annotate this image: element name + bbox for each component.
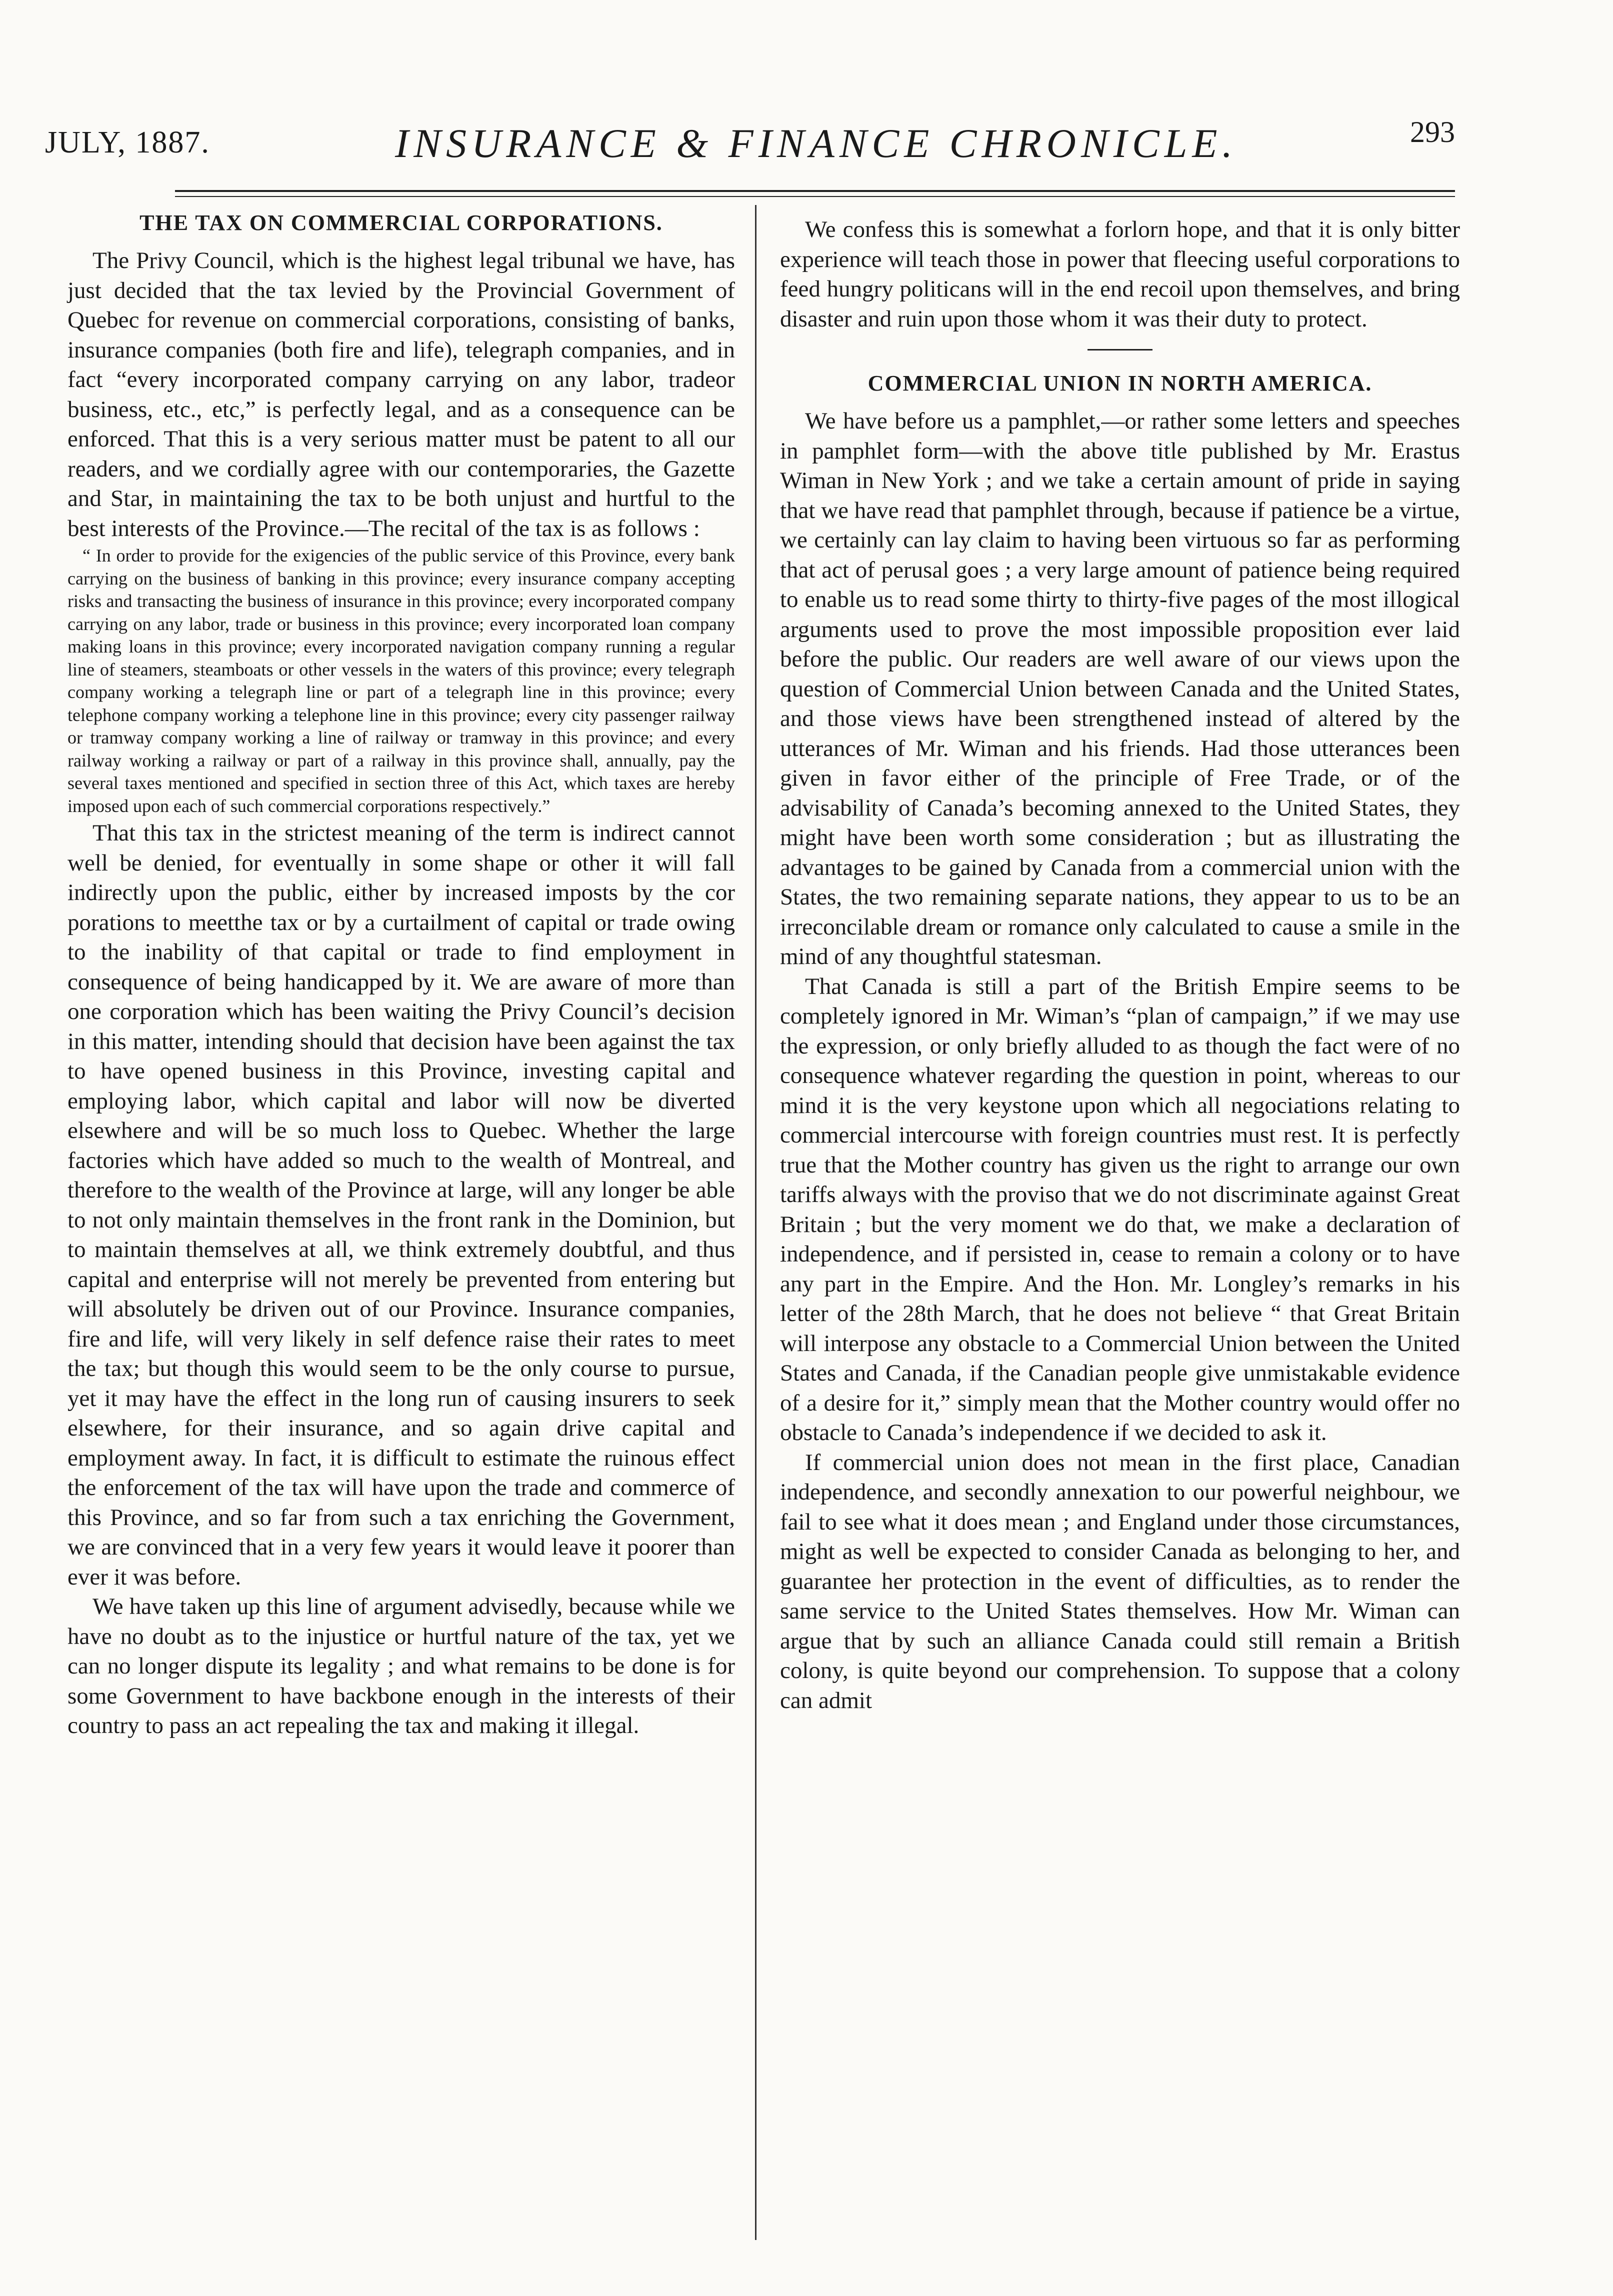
quoted-statute: “ In order to provide for the exigencies of the public service of this Province, every bank carrying on the business of banking in this province; every insurance company accepting risks and transacting the business of insurance in this province; every incorporated company carrying on any labor, trade or business in this province; every incorporated loan company making loans in this province; every incorporated navigation company running a regular line of steamers, steamboats or other vessels in the waters of this province; every telegraph company working a telegraph line or part of a telegraph line in this province; every telephone company working a telephone line in this province; every city passenger railway or tramway company working a line of railway or tramway in this province; and every railway working a railway or part of a railway in this province shall, annually, pay the several taxes mentioned and specified in section three of this Act, which taxes are hereby imposed upon each of such commercial corporations respectively.” bbox=[68, 546, 735, 816]
header-rule bbox=[175, 190, 1455, 192]
article-heading-tax: THE TAX ON COMMERCIAL CORPORATIONS. bbox=[140, 210, 663, 235]
article-heading-union: COMMERCIAL UNION IN NORTH AMERICA. bbox=[868, 371, 1372, 396]
issue-date: JULY, 1887. bbox=[45, 126, 210, 160]
article-paragraph: We confess this is somewhat a forlorn hope, and that it is only bitter experience will teach those in power that fleecing useful corporations to feed hungry politicans will in the end recoil upon themselves, and bring disaster and ruin upon those whom it was their duty to protect. bbox=[780, 216, 1460, 332]
publication-title: INSURANCE & FINANCE CHRONICLE. bbox=[395, 120, 1238, 166]
page-header bbox=[45, 115, 1455, 195]
article-paragraph: That Canada is still a part of the British Empire seems to be completely ignored in Mr. Wiman’s “plan of campaign,” if we may use the expression, or only briefly alluded to as though the fact were of no consequence whatever regarding the question in point, whereas to our mind it is the very keystone upon which all negociations relating to commercial intercourse with foreign countries must rest. It is perfectly true that the Mother country has given us the right to arrange our own tariffs always with the proviso that we do not discriminate against Great Britain ; but the very moment we do that, we make a declaration of independence, and if persisted in, cease to remain a colony or to have any part in the Empire. And the Hon. Mr. Longley’s remarks in his letter of the 28th March, that he does not believe “ that Great Britain will interpose any obstacle to a Commercial Union between the United States and Canada, if the Canadian people give unmistakable evidence of a desire for it,” simply mean that the Mother country would offer no obstacle to Canada’s independence if we decided to ask it. bbox=[780, 973, 1460, 1446]
article-paragraph: That this tax in the strictest meaning of the term is indirect cannot well be denied, for eventually in some shape or other it will fall indirectly upon the public, either by increased imposts by the cor porations to meetthe tax or by a curtailment of capital or trade owing to the inability of that capital or trade to find employment in consequence of being handicapped by it. We are aware of more than one corporation which has been waiting the Privy Council’s decision in this matter, intending should that decision have been against the tax to have opened business in this Province, investing capital and employing labor, which capital and labor will now be diverted elsewhere and will be so much loss to Quebec. Whether the large factories which have added so much to the wealth of Montreal, and therefore to the wealth of the Province at large, will any longer be able to not only maintain themselves in the front rank in the Dominion, but to maintain themselves at all, we think extremely doubtful, and thus capital and enterprise will not merely be prevented from entering but will absolutely be driven out of our Province. Insurance companies, fire and life, will very likely in self defence raise their rates to meet the tax; but though this would seem to be the only course to pursue, yet it may have the effect in the long run of causing insurers to seek elsewhere, for their insurance, and so again drive capital and employment away. In fact, it is difficult to estimate the ruinous effect the enforcement of the tax will have upon the trade and commerce of this Province, and so far from such a tax enriching the Government, we are convinced that in a very few years it would leave it poorer than ever it was before. bbox=[68, 820, 735, 1590]
article-separator bbox=[1088, 349, 1152, 350]
left-column bbox=[68, 210, 735, 1741]
right-column bbox=[780, 215, 1460, 1716]
page-number: 293 bbox=[1410, 116, 1455, 148]
article-paragraph: The Privy Council, which is the highest legal tribunal we have, has just decided that the tax levied by the Provincial Government of Quebec for revenue on commercial corporations, consisting of banks, insurance companies (both fire and life), telegraph companies, and in fact “every incorporated company carrying on any labor, tradeor business, etc., etc,” is perfectly legal, and as a consequence can be enforced. That this is a very serious matter must be patent to all our readers, and we cordially agree with our contemporaries, the Gazette and Star, in maintaining the tax to be both unjust and hurtful to the best interests of the Province.—The recital of the tax is as follows : bbox=[68, 248, 735, 542]
article-paragraph: We have taken up this line of argument advisedly, because while we have no doubt as to the injustice or hurtful nature of the tax, yet we can no longer dispute its legality ; and what remains to be done is for some Government to have backbone enough in the interests of their country to pass an act repealing the tax and making it illegal. bbox=[68, 1594, 735, 1738]
header-rule-thin bbox=[175, 196, 1455, 197]
article-paragraph: If commercial union does not mean in the first place, Canadian independence, and secondly annexation to our powerful neighbour, we fail to see what it does mean ; and England under those circumstances, might as well be expected to consider Canada as belonging to her, and guarantee her protection in the event of difficulties, as to render the same service to the United States themselves. How Mr. Wiman can argue that by such an alliance Canada could still remain a British colony, is quite beyond our comprehension. To suppose that a colony can admit bbox=[780, 1449, 1460, 1714]
column-divider bbox=[755, 205, 756, 2240]
article-paragraph: We have before us a pamphlet,—or rather some letters and speeches in pamphlet form—with the above title published by Mr. Erastus Wiman in New York ; and we take a certain amount of pride in saying that we have read that pamphlet through, because if patience be a virtue, we certainly can lay claim to having been virtuous so far as performing that act of perusal goes ; a very large amount of patience being required to enable us to read some thirty to thirty-five pages of the most illogical arguments used to prove the most impossible proposition ever laid before the public. Our readers are well aware of our views upon the question of Commercial Union between Canada and the United States, and those views have been strengthened instead of altered by the utterances of Mr. Wiman and his friends. Had those utterances been given in favor either of the principle of Free Trade, or of the advisability of Canada’s becoming annexed to the United States, they might have been worth some consideration ; but as illustrating the advantages to be gained by Canada from a commercial union with the States, the two remaining separate nations, they appear to us to be an irreconcilable dream or romance only calculated to cause a smile in the mind of any thoughtful statesman. bbox=[780, 408, 1460, 970]
